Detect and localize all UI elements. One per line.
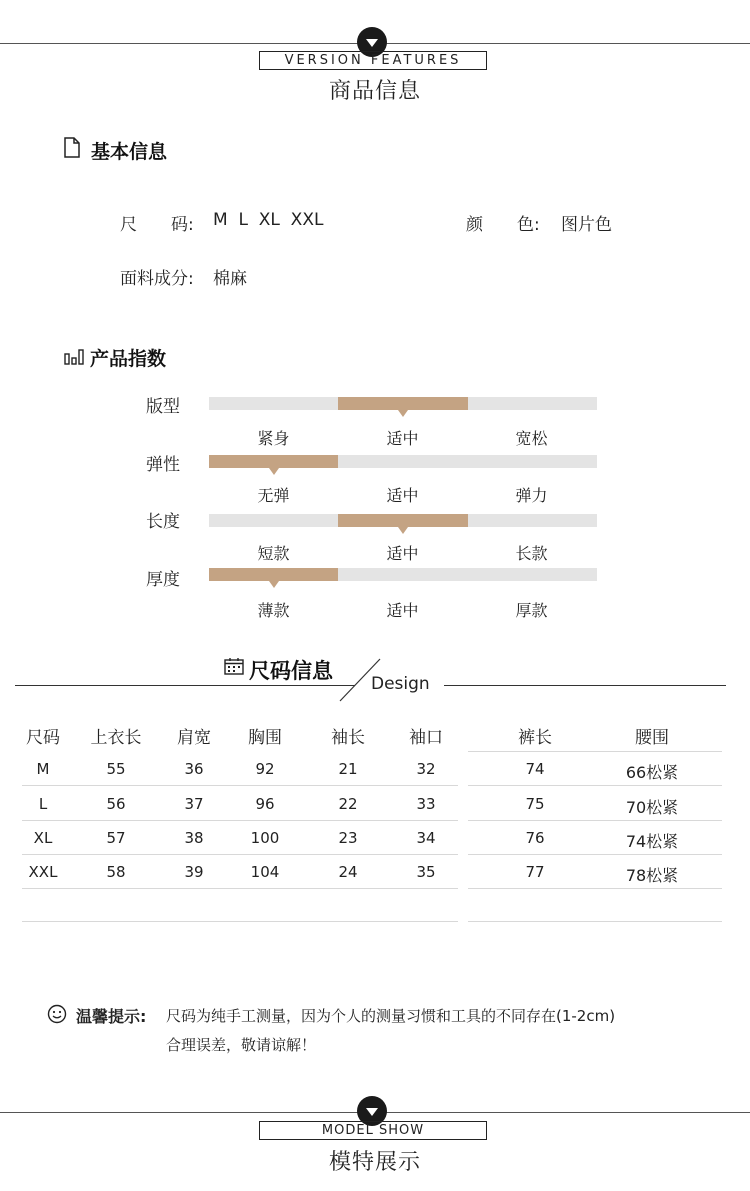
table-cell: 76 bbox=[525, 829, 545, 847]
table-row-divider bbox=[22, 854, 458, 855]
scale-low: 短款 bbox=[257, 544, 290, 563]
scale-mid: 适中 bbox=[386, 429, 419, 448]
table-row-divider bbox=[468, 785, 722, 786]
table-cell: 33 bbox=[416, 795, 436, 813]
table-cell: 96 bbox=[255, 795, 275, 813]
col-header: 上衣长 bbox=[90, 728, 142, 748]
index-track bbox=[209, 397, 597, 410]
index-track bbox=[209, 455, 597, 468]
col-header: 胸围 bbox=[248, 728, 282, 748]
footer-en-title: MODEL SHOW bbox=[259, 1121, 487, 1140]
color-label: 颜 色: bbox=[466, 215, 540, 235]
tip-line-1: 尺码为纯手工测量，因为个人的测量习惯和工具的不同存在(1-2cm) bbox=[166, 1007, 616, 1025]
bar-chart-icon bbox=[64, 349, 84, 365]
table-cell: 104 bbox=[250, 863, 280, 881]
index-track bbox=[209, 568, 597, 581]
tip-title: 温馨提示: bbox=[76, 1007, 147, 1026]
scale-low: 无弹 bbox=[257, 486, 290, 505]
smiley-icon bbox=[47, 1004, 67, 1024]
table-cell: 66松紧 bbox=[625, 763, 679, 782]
index-track bbox=[209, 514, 597, 527]
table-cell: 56 bbox=[106, 795, 126, 813]
index-label: 长度 bbox=[146, 512, 180, 532]
design-label: Design bbox=[371, 674, 430, 694]
table-cell: M bbox=[36, 760, 50, 778]
table-row-divider bbox=[468, 820, 722, 821]
table-row-divider bbox=[468, 921, 722, 922]
table-row-divider bbox=[22, 820, 458, 821]
scale-low: 紧身 bbox=[257, 429, 290, 448]
table-cell: 36 bbox=[184, 760, 204, 778]
table-cell: 22 bbox=[338, 795, 358, 813]
table-cell: 24 bbox=[338, 863, 358, 881]
table-cell: 21 bbox=[338, 760, 358, 778]
table-cell: 23 bbox=[338, 829, 358, 847]
index-label: 版型 bbox=[146, 397, 180, 417]
col-header: 袖口 bbox=[409, 728, 443, 748]
scale-high: 宽松 bbox=[515, 429, 548, 448]
col-header: 肩宽 bbox=[177, 728, 211, 748]
scale-low: 薄款 bbox=[257, 601, 290, 620]
scale-mid: 适中 bbox=[386, 486, 419, 505]
table-cell: 35 bbox=[416, 863, 436, 881]
table-row-divider bbox=[22, 921, 458, 922]
col-header: 腰围 bbox=[635, 728, 669, 748]
calendar-icon bbox=[224, 657, 244, 675]
table-cell: XL bbox=[33, 829, 53, 847]
table-cell: XXL bbox=[28, 863, 58, 881]
table-cell: 70松紧 bbox=[625, 798, 679, 817]
table-row-divider bbox=[468, 854, 722, 855]
table-cell: 75 bbox=[525, 795, 545, 813]
size-label: 尺 码: bbox=[120, 215, 194, 235]
index-fill bbox=[338, 514, 467, 527]
size-info-divider-left bbox=[15, 685, 355, 686]
fabric-value: 棉麻 bbox=[213, 269, 247, 289]
table-cell: 78松紧 bbox=[625, 866, 679, 885]
document-icon bbox=[64, 137, 80, 158]
table-row-divider bbox=[468, 751, 722, 752]
index-label: 厚度 bbox=[146, 570, 180, 590]
table-cell: 74松紧 bbox=[625, 832, 679, 851]
table-cell: 32 bbox=[416, 760, 436, 778]
scale-high: 长款 bbox=[515, 544, 548, 563]
col-header: 袖长 bbox=[331, 728, 365, 748]
table-cell: 92 bbox=[255, 760, 275, 778]
size-info-title: 尺码信息 bbox=[249, 659, 333, 683]
table-cell: 37 bbox=[184, 795, 204, 813]
index-fill bbox=[209, 568, 338, 581]
tip-line-2: 合理误差，敬请谅解！ bbox=[166, 1036, 317, 1054]
table-row-divider bbox=[22, 888, 458, 889]
scale-high: 弹力 bbox=[515, 486, 548, 505]
index-fill bbox=[209, 455, 338, 468]
scale-mid: 适中 bbox=[386, 544, 419, 563]
size-info-divider-right bbox=[444, 685, 726, 686]
index-fill bbox=[338, 397, 467, 410]
footer-title: 模特展示 bbox=[328, 1150, 421, 1175]
col-header: 裤长 bbox=[518, 728, 552, 748]
table-cell: L bbox=[38, 795, 48, 813]
col-header: 尺码 bbox=[26, 728, 60, 748]
table-cell: 39 bbox=[184, 863, 204, 881]
table-cell: 58 bbox=[106, 863, 126, 881]
scale-high: 厚款 bbox=[515, 601, 548, 620]
page-title: 商品信息 bbox=[328, 79, 421, 104]
table-cell: 74 bbox=[525, 760, 545, 778]
table-cell: 57 bbox=[106, 829, 126, 847]
color-value: 图片色 bbox=[561, 215, 612, 235]
scale-mid: 适中 bbox=[386, 601, 419, 620]
header-en-title: VERSION FEATURES bbox=[259, 51, 487, 70]
size-value: M L XL XXL bbox=[213, 210, 324, 230]
fabric-label: 面料成分: bbox=[120, 269, 194, 289]
table-cell: 77 bbox=[525, 863, 545, 881]
table-row-divider bbox=[22, 785, 458, 786]
table-cell: 55 bbox=[106, 760, 126, 778]
table-cell: 100 bbox=[250, 829, 280, 847]
table-cell: 38 bbox=[184, 829, 204, 847]
basic-info-title: 基本信息 bbox=[91, 141, 168, 163]
table-cell: 34 bbox=[416, 829, 436, 847]
product-index-title: 产品指数 bbox=[90, 348, 167, 370]
index-label: 弹性 bbox=[146, 455, 180, 475]
table-row-divider bbox=[468, 888, 722, 889]
